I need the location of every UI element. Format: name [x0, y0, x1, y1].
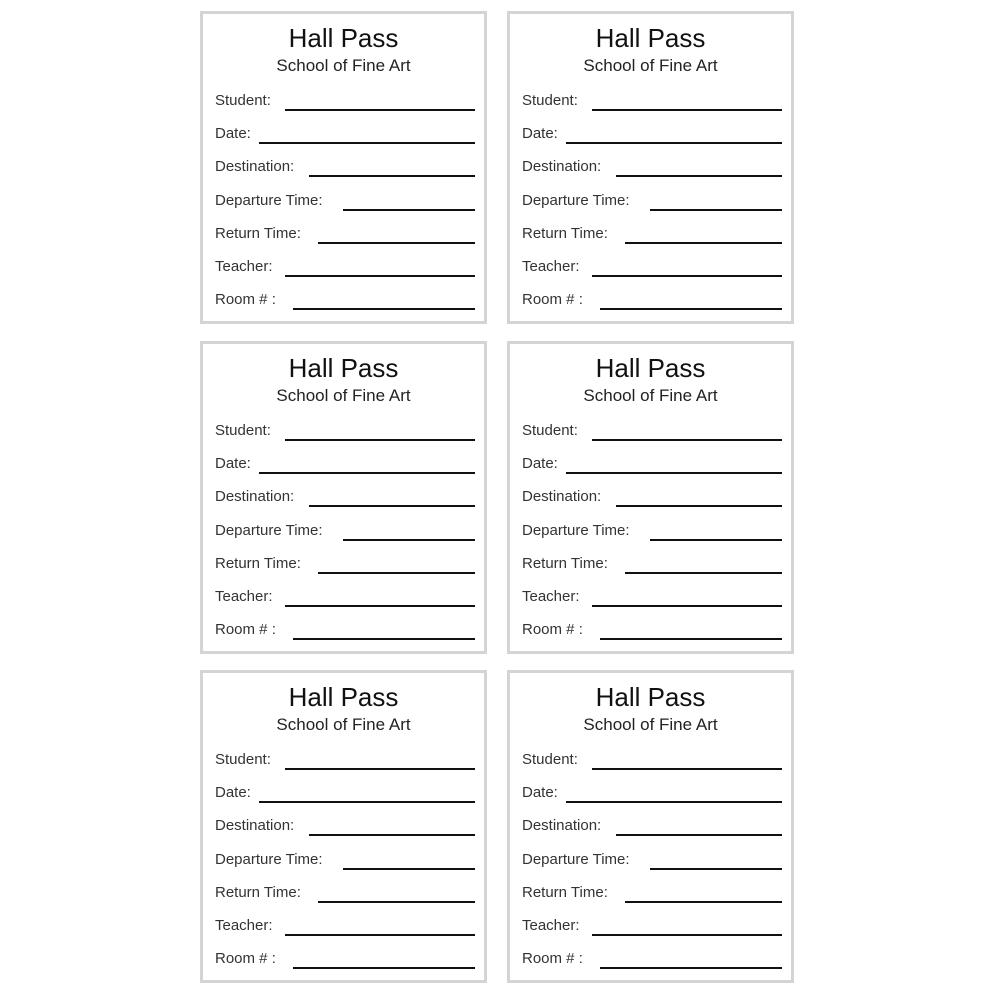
field-label: Student: — [215, 92, 271, 109]
write-in-line[interactable] — [616, 834, 782, 836]
hall-pass-card — [200, 341, 487, 654]
pass-title: Hall Pass — [288, 23, 399, 53]
student-field[interactable] — [522, 421, 782, 443]
room-number-field[interactable] — [215, 620, 475, 642]
write-in-line[interactable] — [285, 275, 475, 277]
pass-subtitle: School of Fine Art — [276, 386, 411, 405]
pass-title: Hall Pass — [288, 682, 399, 712]
field-label: Return Time: — [522, 225, 608, 242]
return-time-field[interactable] — [522, 554, 782, 576]
room-number-field[interactable] — [522, 290, 782, 312]
field-label: Destination: — [522, 488, 602, 505]
pass-subtitle: School of Fine Art — [583, 386, 718, 405]
teacher-field[interactable] — [215, 587, 475, 609]
field-label: Student: — [522, 422, 578, 439]
write-in-line[interactable] — [293, 308, 475, 310]
date-field[interactable] — [215, 454, 475, 476]
room-number-field[interactable] — [215, 290, 475, 312]
write-in-line[interactable] — [566, 472, 782, 474]
write-in-line[interactable] — [625, 901, 782, 903]
departure-time-field[interactable] — [215, 521, 475, 543]
write-in-line[interactable] — [318, 242, 475, 244]
field-label: Teacher: — [522, 258, 580, 275]
write-in-line[interactable] — [592, 605, 782, 607]
field-label: Return Time: — [215, 225, 301, 242]
write-in-line[interactable] — [600, 638, 782, 640]
write-in-line[interactable] — [566, 801, 782, 803]
hall-pass-card — [200, 670, 487, 983]
field-label: Date: — [215, 455, 251, 472]
field-label: Destination: — [215, 158, 295, 175]
destination-field[interactable] — [215, 487, 475, 509]
write-in-line[interactable] — [650, 209, 782, 211]
write-in-line[interactable] — [318, 901, 475, 903]
field-label: Destination: — [215, 488, 295, 505]
return-time-field[interactable] — [215, 883, 475, 905]
departure-time-field[interactable] — [522, 850, 782, 872]
pass-subtitle: School of Fine Art — [583, 715, 718, 734]
student-field[interactable] — [215, 750, 475, 772]
field-label: Date: — [215, 125, 251, 142]
date-field[interactable] — [522, 454, 782, 476]
write-in-line[interactable] — [592, 109, 782, 111]
field-label: Return Time: — [215, 884, 301, 901]
hall-pass-card — [200, 11, 487, 324]
write-in-line[interactable] — [650, 539, 782, 541]
write-in-line[interactable] — [309, 834, 475, 836]
student-field[interactable] — [215, 91, 475, 113]
hall-pass-card — [507, 670, 794, 983]
write-in-line[interactable] — [616, 175, 782, 177]
field-label: Departure Time: — [215, 522, 323, 539]
write-in-line[interactable] — [650, 868, 782, 870]
field-label: Destination: — [215, 817, 295, 834]
field-label: Teacher: — [522, 588, 580, 605]
write-in-line[interactable] — [285, 605, 475, 607]
write-in-line[interactable] — [259, 801, 475, 803]
field-label: Departure Time: — [215, 192, 323, 209]
destination-field[interactable] — [522, 487, 782, 509]
teacher-field[interactable] — [522, 916, 782, 938]
field-label: Date: — [215, 784, 251, 801]
write-in-line[interactable] — [566, 142, 782, 144]
write-in-line[interactable] — [616, 505, 782, 507]
field-label: Room # : — [522, 621, 583, 638]
pass-title: Hall Pass — [595, 23, 706, 53]
write-in-line[interactable] — [318, 572, 475, 574]
pass-title: Hall Pass — [288, 353, 399, 383]
write-in-line[interactable] — [259, 472, 475, 474]
write-in-line[interactable] — [343, 209, 475, 211]
pass-subtitle: School of Fine Art — [276, 56, 411, 75]
write-in-line[interactable] — [592, 275, 782, 277]
student-field[interactable] — [522, 750, 782, 772]
teacher-field[interactable] — [215, 916, 475, 938]
write-in-line[interactable] — [600, 967, 782, 969]
write-in-line[interactable] — [592, 934, 782, 936]
date-field[interactable] — [522, 124, 782, 146]
return-time-field[interactable] — [522, 883, 782, 905]
date-field[interactable] — [215, 124, 475, 146]
field-label: Student: — [522, 751, 578, 768]
teacher-field[interactable] — [522, 587, 782, 609]
field-label: Room # : — [215, 950, 276, 967]
field-label: Departure Time: — [522, 522, 630, 539]
date-field[interactable] — [522, 783, 782, 805]
write-in-line[interactable] — [592, 439, 782, 441]
field-label: Teacher: — [215, 588, 273, 605]
departure-time-field[interactable] — [522, 191, 782, 213]
field-label: Room # : — [522, 950, 583, 967]
field-label: Student: — [215, 422, 271, 439]
departure-time-field[interactable] — [215, 191, 475, 213]
field-label: Room # : — [215, 621, 276, 638]
write-in-line[interactable] — [285, 934, 475, 936]
field-label: Return Time: — [215, 555, 301, 572]
field-label: Date: — [522, 784, 558, 801]
departure-time-field[interactable] — [215, 850, 475, 872]
write-in-line[interactable] — [309, 505, 475, 507]
room-number-field[interactable] — [522, 620, 782, 642]
destination-field[interactable] — [215, 816, 475, 838]
write-in-line[interactable] — [309, 175, 475, 177]
write-in-line[interactable] — [285, 109, 475, 111]
field-label: Date: — [522, 125, 558, 142]
field-label: Return Time: — [522, 555, 608, 572]
write-in-line[interactable] — [625, 242, 782, 244]
field-label: Teacher: — [215, 258, 273, 275]
pass-subtitle: School of Fine Art — [276, 715, 411, 734]
write-in-line[interactable] — [259, 142, 475, 144]
teacher-field[interactable] — [522, 257, 782, 279]
field-label: Return Time: — [522, 884, 608, 901]
pass-title: Hall Pass — [595, 682, 706, 712]
field-label: Student: — [215, 751, 271, 768]
field-label: Departure Time: — [522, 192, 630, 209]
destination-field[interactable] — [522, 157, 782, 179]
write-in-line[interactable] — [600, 308, 782, 310]
field-label: Teacher: — [215, 917, 273, 934]
field-label: Room # : — [215, 291, 276, 308]
write-in-line[interactable] — [293, 967, 475, 969]
destination-field[interactable] — [215, 157, 475, 179]
room-number-field[interactable] — [215, 949, 475, 971]
hall-pass-card — [507, 341, 794, 654]
pass-title: Hall Pass — [595, 353, 706, 383]
pass-subtitle: School of Fine Art — [583, 56, 718, 75]
teacher-field[interactable] — [215, 257, 475, 279]
write-in-line[interactable] — [343, 868, 475, 870]
student-field[interactable] — [522, 91, 782, 113]
field-label: Departure Time: — [522, 851, 630, 868]
return-time-field[interactable] — [215, 554, 475, 576]
field-label: Teacher: — [522, 917, 580, 934]
departure-time-field[interactable] — [522, 521, 782, 543]
return-time-field[interactable] — [215, 224, 475, 246]
field-label: Destination: — [522, 158, 602, 175]
write-in-line[interactable] — [592, 768, 782, 770]
write-in-line[interactable] — [285, 768, 475, 770]
hall-pass-card — [507, 11, 794, 324]
field-label: Destination: — [522, 817, 602, 834]
write-in-line[interactable] — [343, 539, 475, 541]
destination-field[interactable] — [522, 816, 782, 838]
student-field[interactable] — [215, 421, 475, 443]
room-number-field[interactable] — [522, 949, 782, 971]
field-label: Date: — [522, 455, 558, 472]
write-in-line[interactable] — [625, 572, 782, 574]
field-label: Student: — [522, 92, 578, 109]
write-in-line[interactable] — [293, 638, 475, 640]
return-time-field[interactable] — [522, 224, 782, 246]
field-label: Room # : — [522, 291, 583, 308]
field-label: Departure Time: — [215, 851, 323, 868]
date-field[interactable] — [215, 783, 475, 805]
write-in-line[interactable] — [285, 439, 475, 441]
